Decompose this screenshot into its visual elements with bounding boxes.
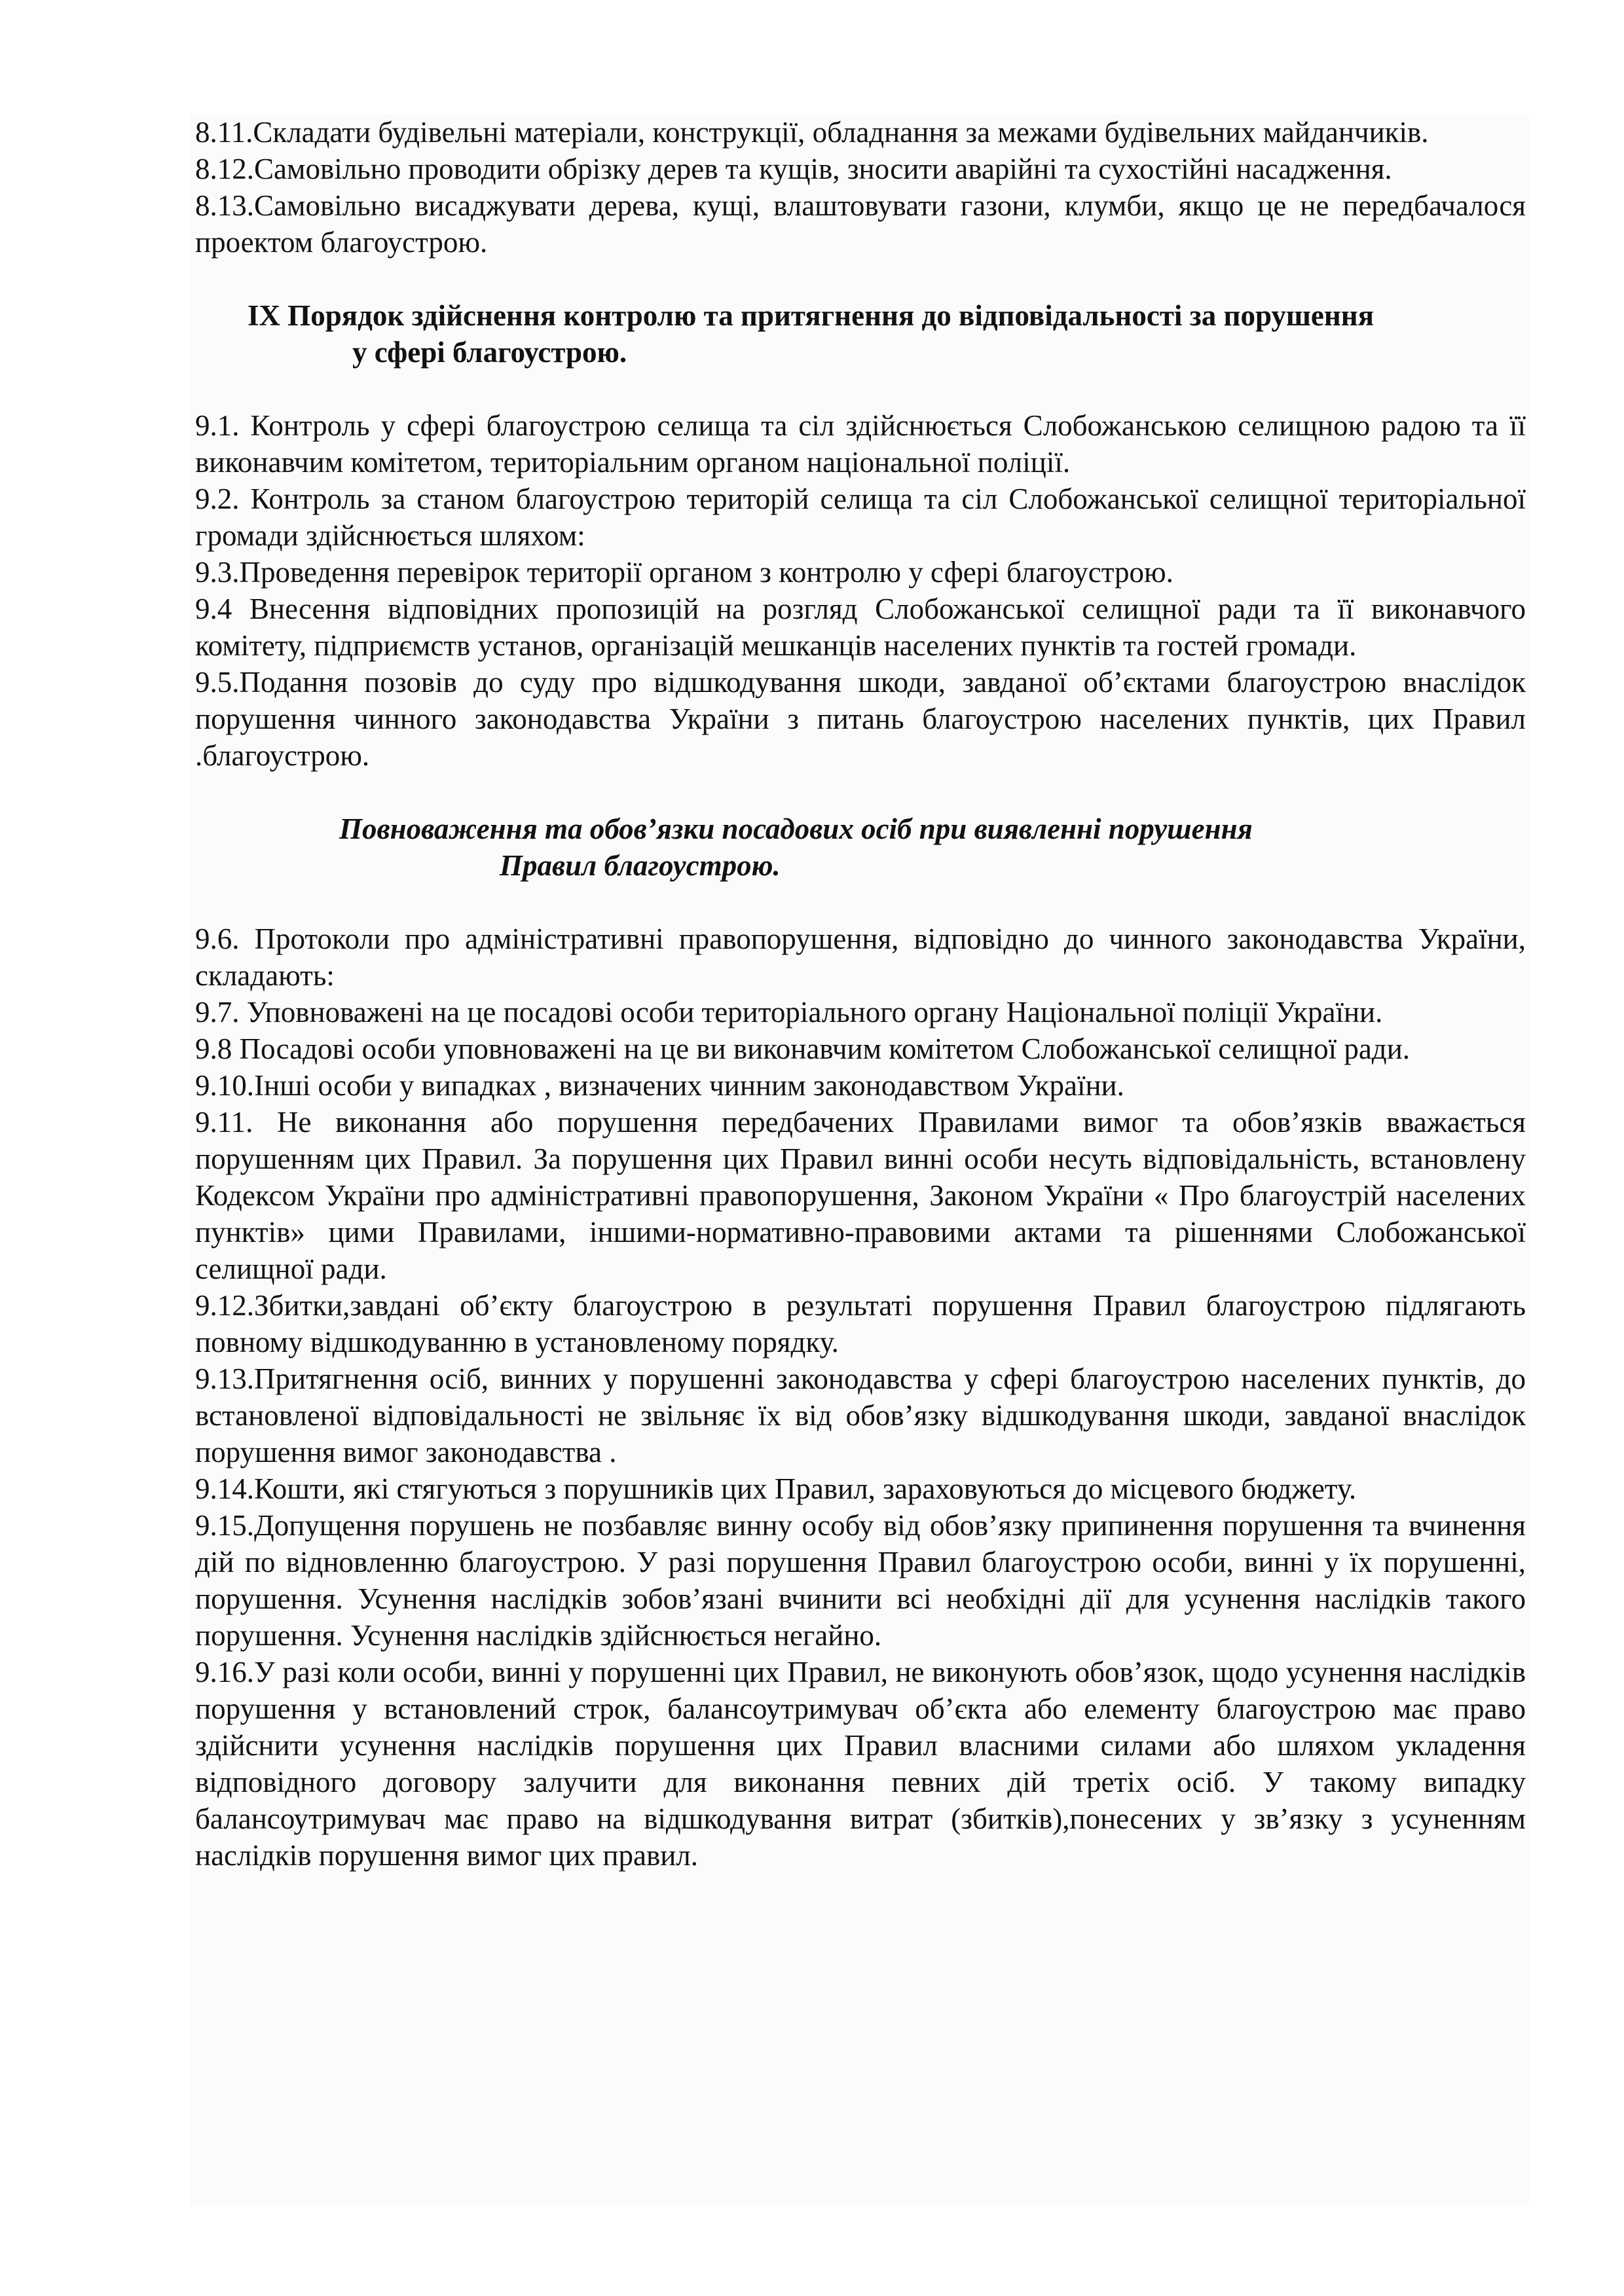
- paragraph-8-13: 8.13.Самовільно висаджувати дерева, кущі, влаштовувати газони, клумби, якщо це не передбачалося проектом благоустрою.: [195, 189, 1526, 259]
- paragraph-9-15: 9.15.Допущення порушень не позбавляє винну особу від обов’язку припинення порушення та вчинення дій по відновленню благоустрою. У разі порушення Правил благоустрою особи, винні у їх порушенні, порушення. Усунення наслідків зобов’язані вчинити всі необхідні дії для усунення наслідків такого порушення. Усунення наслідків здійснюється негайно.: [195, 1509, 1526, 1652]
- spacer: [195, 261, 1526, 297]
- paragraph-8-12: 8.12.Самовільно проводити обрізку дерев та кущів, зносити аварійні та сухостійні насадження.: [195, 153, 1392, 185]
- spacer: [195, 371, 1526, 407]
- paragraph-9-13: 9.13.Притягнення осіб, винних у порушенні законодавства у сфері благоустрою населених пунктів, до встановленої відповідальності не звільняє їх від обов’язку відшкодування шкоди, завданої внаслідок порушення вимог законодавства .: [195, 1362, 1526, 1468]
- paragraph-9-7: 9.7. Уповноважені на це посадові особи територіального органу Національної поліції України.: [195, 996, 1383, 1029]
- paragraph-9-14: 9.14.Кошти, які стягуються з порушників цих Правил, зараховуються до місцевого бюджету.: [195, 1472, 1357, 1505]
- paragraph-9-11: 9.11. Не виконання або порушення передбачених Правилами вимог та обов’язків вважається порушенням цих Правил. За порушення цих Правил винні особи несуть відповідальність, встановлену Кодексом України про адміністративні правопорушення, Законом України « Про благоустрій населених пунктів» цими Правилами, іншими-нормативно-правовими актами та рішеннями Слобожанської селищної ради.: [195, 1106, 1526, 1285]
- powers-subheading: [195, 811, 1526, 884]
- section-ix-heading-line2: у сфері благоустрою.: [352, 336, 627, 369]
- paragraph-9-10: 9.10.Інші особи у випадках , визначених чинним законодавством України.: [195, 1069, 1124, 1102]
- paragraph-9-8: 9.8 Посадові особи уповноважені на це ви виконавчим комітетом Слобожанської селищної ради.: [195, 1032, 1411, 1065]
- paragraph-9-12: 9.12.Збитки,завдані об’єкту благоустрою в результаті порушення Правил благоустрою підлягають повному відшкодуванню в установленому порядку.: [195, 1289, 1526, 1358]
- paragraph-8-11: 8.11.Складати будівельні матеріали, конструкції, обладнання за межами будівельних майданчиків.: [195, 116, 1429, 149]
- paragraph-9-16: 9.16.У разі коли особи, винні у порушенні цих Правил, не виконують обов’язок, щодо усунення наслідків порушення у встановлений строк, балансоутримувач об’єкта або елементу благоустрою має право здійснити усунення наслідків порушення цих Правил власними силами або шляхом укладення відповідного договору залучити для виконання певних дій третіх осіб. У такому випадку балансоутримувач має право на відшкодування витрат (збитків),понесених у зв’язку з усуненням наслідків порушення вимог цих правил.: [195, 1656, 1526, 1872]
- section-ix-heading-line1: IX Порядок здійснення контролю та притягнення до відповідальності за порушення: [248, 299, 1375, 332]
- paragraph-9-2: 9.2. Контроль за станом благоустрою територій селища та сіл Слобожанської селищної територіальної громади здійснюється шляхом:: [195, 483, 1526, 552]
- section-ix-heading: [195, 297, 1526, 371]
- paragraph-9-4: 9.4 Внесення відповідних пропозицій на розгляд Слобожанської селищної ради та її виконавчого комітету, підприємств установ, організацій мешканців населених пунктів та гостей громади.: [195, 592, 1526, 662]
- powers-subheading-line1: Повноваження та обов’язки посадових осіб при виявленні порушення: [339, 812, 1253, 845]
- paragraph-9-5: 9.5.Подання позовів до суду про відшкодування шкоди, завданої об’єктами благоустрою внаслідок порушення чинного законодавства України з питань благоустрою населених пунктів, цих Правил .благоустрою.: [195, 666, 1526, 772]
- paragraph-9-6: 9.6. Протоколи про адміністративні правопорушення, відповідно до чинного законодавства України, складають:: [195, 922, 1526, 992]
- powers-subheading-line2: Правил благоустрою.: [500, 849, 781, 882]
- document-body: [195, 114, 1526, 1874]
- paragraph-9-1: 9.1. Контроль у сфері благоустрою селища та сіл здійснюється Слобожанською селищною радою та її виконавчим комітетом, територіальним органом національної поліції.: [195, 409, 1526, 479]
- spacer: [195, 884, 1526, 920]
- paragraph-9-3: 9.3.Проведення перевірок території органом з контролю у сфері благоустрою.: [195, 556, 1173, 589]
- spacer: [195, 774, 1526, 811]
